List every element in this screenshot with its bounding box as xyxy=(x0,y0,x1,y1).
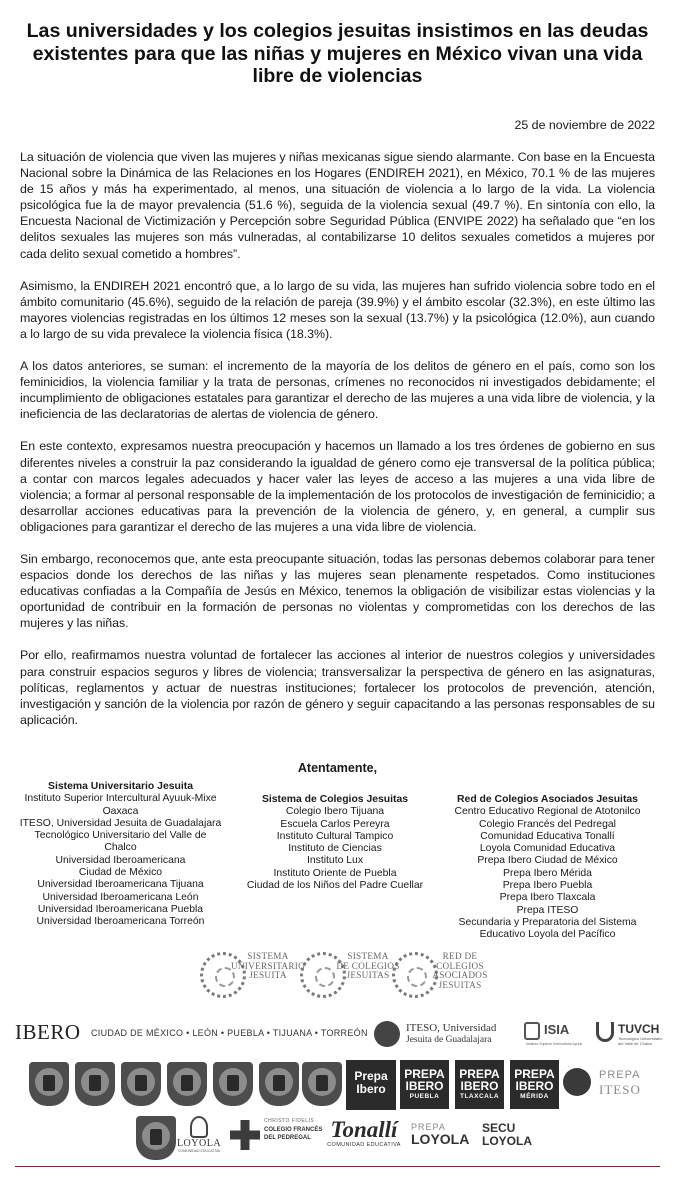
document-body xyxy=(20,149,655,744)
tuvch-emblem-icon xyxy=(596,1022,614,1042)
signatory-member: Comunidad Educativa Tonallí xyxy=(480,830,615,842)
loyola-emblem-icon xyxy=(190,1116,208,1138)
tuvch-logo: TUVCH Tecnológico Universitario del Valle de Chalco xyxy=(596,1020,666,1048)
signatory-member: Instituto Superior Intercultural Ayuuk-Mixe xyxy=(24,793,217,805)
secu-loyola-logo: SECU LOYOLA xyxy=(482,1121,532,1148)
signatory-heading: Sistema de Colegios Jesuitas xyxy=(261,794,409,805)
seal-scj: SISTEMA DE COLEGIOS JESUITAS xyxy=(300,948,480,1004)
bottom-divider xyxy=(15,1166,660,1167)
loyola-cc-logo: LOYOLA COMUNIDAD EDUCATIVA xyxy=(176,1116,222,1160)
isia-logo: ISIA Instituto Superior Intercultural Ayuuk xyxy=(526,1022,583,1046)
logo-row-universities xyxy=(0,1016,675,1052)
signatory-heading: Sistema Universitario Jesuita xyxy=(48,781,193,792)
signatory-member: Ciudad de los Niños del Padre Cuellar xyxy=(246,880,424,892)
signatory-group-scj xyxy=(235,794,435,892)
signatory-heading: Red de Colegios Asociados Jesuitas xyxy=(457,794,638,805)
iteso-emblem-icon xyxy=(374,1021,400,1047)
prepa-ibero-puebla-logo: PREPA IBERO PUEBLA xyxy=(400,1060,449,1109)
colegio-crest-icon xyxy=(136,1116,176,1160)
paragraph-1: La situación de violencia que viven las mujeres y niñas mexicanas sigue siendo alarmante. Con base en la Encuesta Nacional sobre la Dinámica de las Relaciones en los Hogares (ENDIREH 2021), en México, 70.1 % de las mujeres de 15 años y más ha experimentado, al menos, una situación de violencia a lo largo de la vida. La violencia psicológica fue la de mayor prevalencia (51.6 %), seguida de la violencia sexual (49.7 %). En sintonía con ello, la Encuesta Nacional de Victimización y Percepción sobre Seguridad Pública (ENVIPE 2022) ha señalado que “en los delitos sexuales las mujeres son más vulneradas, al contabilizarse 10 delitos sexuales cometidos a mujeres por cada delito sexual cometido a hombres”. xyxy=(20,150,655,261)
colegio-crest-icon xyxy=(302,1062,342,1106)
closing-salutation: Atentamente, xyxy=(297,761,378,775)
signatory-member: Prepa Ibero Puebla xyxy=(502,880,593,892)
signatory-member: Educativo Loyola del Pacífico xyxy=(479,929,616,941)
prepa-loyola-logo: PREPA LOYOLA xyxy=(411,1122,470,1147)
signatory-group-rcaj xyxy=(440,794,655,942)
colegio-crest-icon xyxy=(75,1062,115,1106)
signatory-member: Universidad Iberoamericana Torreón xyxy=(36,916,205,928)
document-title: Las universidades y los colegios jesuitas insistimos en las deudas existentes para que las niñas y mujeres en México vivan una vida libre de violencias xyxy=(26,20,649,87)
signatory-member: Secundaria y Preparatoria del Sistema xyxy=(458,916,637,928)
signatory-member: Instituto de Ciencias xyxy=(288,843,382,855)
signatory-member: Ciudad de México xyxy=(78,867,163,879)
prepa-ibero-tlaxcala-logo: PREPA IBERO TLAXCALA xyxy=(455,1060,504,1109)
ibero-logo: IBERO xyxy=(15,1020,81,1044)
iteso-logo: ITESO, Universidad Jesuita de Guadalajara xyxy=(374,1019,514,1051)
signatory-member: Instituto Oriente de Puebla xyxy=(273,867,397,879)
paragraph-6: Por ello, reafirmamos nuestra voluntad de fortalecer las acciones al interior de nuestros colegios y universidades para construir espacios seguros y libres de violencia; transversalizar la perspectiva de género en las asignaturas, políticas, reglamentos y actuar de nuestras instituciones; fortalecer los protocolos de prevención, atención, investigación y sanción de la violencia por razón de género y seguir capacitando a las personas responsables de su aplicación. xyxy=(20,648,655,727)
signatory-member: Universidad Iberoamericana León xyxy=(42,891,199,903)
signatory-member: Prepa Ibero Tlaxcala xyxy=(499,892,596,904)
colegio-crest-icon xyxy=(213,1062,253,1106)
signatory-member: Universidad Iberoamericana Puebla xyxy=(37,903,204,915)
colegio-crest-icon xyxy=(259,1062,299,1106)
paragraph-3: A los datos anteriores, se suman: el incremento de la mayoría de los delitos de género en el país, como son los feminicidios, la violencia familiar y la trata de personas, crímenes no reconocidos ni investigados debidamente; el incumplimiento de obligaciones estatales para garantizar el derecho de las mujeres a una vida libre de violencia, y la ineficiencia de las declaratorias de alertas de violencia de género. xyxy=(20,359,655,422)
signatory-member: Universidad Iberoamericana Tijuana xyxy=(37,879,204,891)
paragraph-4: En este contexto, expresamos nuestra preocupación y hacemos un llamado a los tres órdenes de gobierno en sus diferentes niveles a construir la paz considerando la igualdad de género como eje transversal de la política pública; a contar con marcos legales adecuados y hacer valer las leyes de acceso a las mujeres a una vida libre de violencia; a formar al personal responsable de la implementación de los protocolos de investigación de feminicidio; a desarrollar acciones educativas para la prevención de la violencia de género, y, en general, a cumplir sus obligaciones para garantizar el derecho de las mujeres a una vida libre de violencia. xyxy=(20,439,655,534)
prepa-ibero-logo: Prepa Ibero xyxy=(346,1060,396,1110)
colegio-crest-icon xyxy=(167,1062,207,1106)
seal-rcaj: RED DE COLEGIOS ASOCIADOS JESUITAS xyxy=(392,948,572,1004)
signatory-group-suj xyxy=(18,781,223,929)
signatory-member: Escuela Carlos Pereyra xyxy=(280,818,390,830)
signatory-member: Prepa Ibero Mérida xyxy=(503,867,592,879)
iteso-emblem-icon xyxy=(563,1068,591,1096)
signatory-member: Centro Educativo Regional de Atotonilco xyxy=(454,806,641,818)
paragraph-5: Sin embargo, reconocemos que, ante esta preocupante situación, todas las personas debemos colaborar para tener espacios donde los derechos de las niñas y las mujeres sean plenamente respetados. Como instituciones educativas confiadas a la Compañía de Jesús en México, tenemos la obligación de visibilizar estas violencias y la oportunidad de contribuir en la formación de personas no violentas y comprometidas con los derechos de las mujeres y las niñas. xyxy=(20,551,655,631)
signatory-member: Tecnológico Universitario del Valle de Chalco xyxy=(34,830,207,854)
signatory-member: Instituto Cultural Tampico xyxy=(276,830,394,842)
ibero-cities: CIUDAD DE MÉXICO • LEÓN • PUEBLA • TIJUANA • TORREÓN xyxy=(91,1028,368,1038)
signatory-member: Colegio Ibero Tijuana xyxy=(285,806,385,818)
logo-row-red xyxy=(0,1112,675,1162)
signatory-member: Universidad Iberoamericana xyxy=(55,854,186,866)
signatory-member: Prepa ITESO xyxy=(516,904,579,916)
prepa-iteso-logo: PREPA ITESO xyxy=(563,1064,663,1104)
signatory-member: ITESO, Universidad Jesuita de Guadalajara xyxy=(19,817,222,829)
cross-icon xyxy=(230,1120,260,1150)
signatory-member: Instituto Lux xyxy=(306,855,364,867)
logo-row-colegios xyxy=(0,1058,675,1112)
document-date: 25 de noviembre de 2022 xyxy=(514,118,655,132)
signatory-member: Colegio Francés del Pedregal xyxy=(479,818,616,830)
network-seals xyxy=(0,948,675,1008)
colegio-crest-icon xyxy=(29,1062,69,1106)
seal-suj: SISTEMA UNIVERSITARIO JESUITA xyxy=(200,948,380,1004)
signatory-member: Prepa Ibero Ciudad de México xyxy=(477,855,618,867)
paragraph-2: Asimismo, la ENDIREH 2021 encontró que, a lo largo de su vida, las mujeres han sufrido violencia sobre todo en el ámbito comunitario (45.6%), seguido de la relación de pareja (39.9%) y el ámbito escolar (32.3%), en este último las mayores violencias registradas en los últimos 12 meses son la sexual (13.7%) y la psicológica (12.0%), aun cuando a lo largo de su vida prevalece la violencia física (18.3%). xyxy=(20,278,655,341)
isia-emblem-icon xyxy=(524,1022,540,1040)
signatory-member: Loyola Comunidad Educativa xyxy=(479,843,616,855)
signatory-member: Oaxaca xyxy=(102,805,139,817)
colegio-crest-icon xyxy=(121,1062,161,1106)
tonalli-logo: Tonallí COMUNIDAD EDUCATIVA xyxy=(327,1117,401,1148)
prepa-ibero-merida-logo: PREPA IBERO MÉRIDA xyxy=(510,1060,559,1109)
pedregal-logo: CHRISTO FIDELIS COLEGIO FRANCÉS DEL PEDREGAL xyxy=(230,1118,342,1158)
